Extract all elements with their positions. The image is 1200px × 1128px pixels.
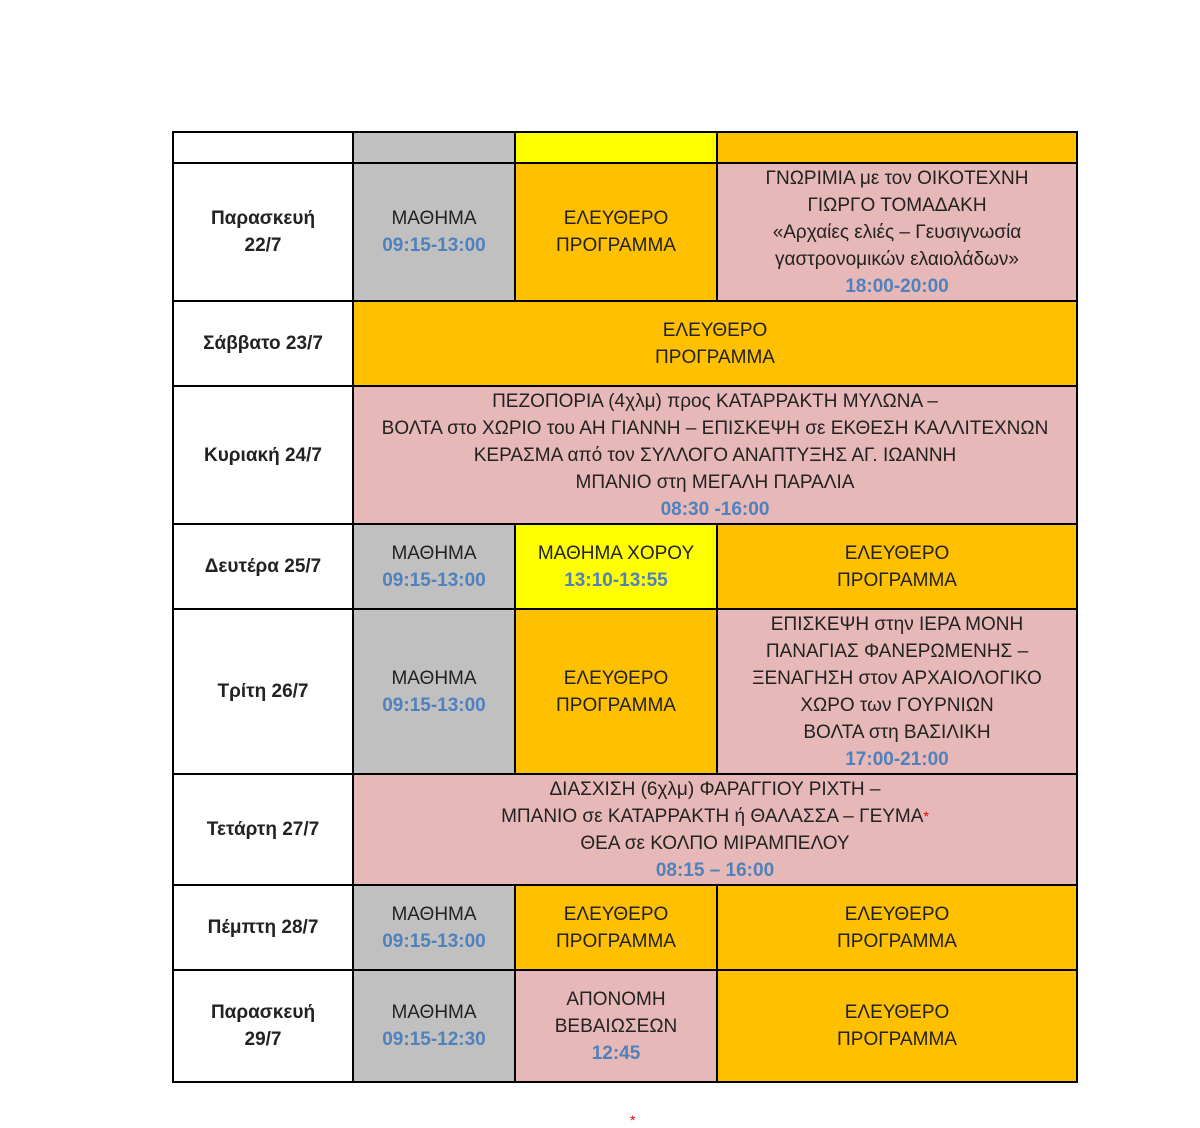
day-cell: Σάββατο 23/7 — [173, 301, 353, 386]
free-cell: ΕΛΕΥΘΕΡΟ ΠΡΟΓΡΑΜΜΑ — [353, 301, 1077, 386]
event-cell: ΠΕΖΟΠΟΡΙΑ (4χλμ) προς ΚΑΤΑΡΡΑΚΤΗ ΜΥΛΩΝΑ – ΒΟΛΤΑ στο ΧΩΡΙΟ του ΑΗ ΓΙΑΝΝΗ – ΕΠΙΣΚΕΨΗ σε ΕΚΘΕΣΗ ΚΑΛΛΙΤΕΧΝΩΝ ΚΕΡΑΣΜΑ από τον ΣΥΛΛΟΓΟ ΑΝΑΠΤΥΞΗΣ ΑΓ. ΙΩΑΝΝΗ ΜΠΑΝΙΟ στη ΜΕΓΑΛΗ ΠΑΡΑΛΙΑ 08:30 -16:00 — [353, 386, 1077, 524]
table-row — [173, 301, 1077, 386]
table-row — [173, 885, 1077, 970]
dance-cell: ΜΑΘΗΜΑ ΧΟΡΟΥ 13:10-13:55 — [515, 524, 717, 609]
table-row — [173, 609, 1077, 774]
day-cell: Πέμπτη 28/7 — [173, 885, 353, 970]
lesson-cell: ΜΑΘΗΜΑ 09:15-13:00 — [353, 163, 515, 301]
lesson-cell: ΜΑΘΗΜΑ 09:15-13:00 — [353, 524, 515, 609]
event-cell: ΕΠΙΣΚΕΨΗ στην ΙΕΡΑ ΜΟΝΗ ΠΑΝΑΓΙΑΣ ΦΑΝΕΡΩΜΕΝΗΣ – ΞΕΝΑΓΗΣΗ στον ΑΡΧΑΙΟΛΟΓΙΚΟ ΧΩΡΟ των ΓΟΥΡΝΙΩΝ ΒΟΛΤΑ στη ΒΑΣΙΛΙΚΗ 17:00-21:00 — [717, 609, 1077, 774]
day-cell: Παρασκευή 22/7 — [173, 163, 353, 301]
day-cell: Δευτέρα 25/7 — [173, 524, 353, 609]
lesson-cell: ΜΑΘΗΜΑ 09:15-12:30 — [353, 970, 515, 1082]
free-cell: ΕΛΕΥΘΕΡΟ ΠΡΟΓΡΑΜΜΑ — [515, 885, 717, 970]
table-row — [173, 970, 1077, 1082]
free-cell: ΕΛΕΥΘΕΡΟ ΠΡΟΓΡΑΜΜΑ — [515, 609, 717, 774]
free-cell: ΕΛΕΥΘΕΡΟ ΠΡΟΓΡΑΜΜΑ — [717, 970, 1077, 1082]
header-cell-afternoon — [717, 132, 1077, 163]
header-cell-day — [173, 132, 353, 163]
header-row — [173, 132, 1077, 163]
schedule-table — [172, 131, 1078, 1083]
day-cell: Τετάρτη 27/7 — [173, 774, 353, 885]
day-cell: Κυριακή 24/7 — [173, 386, 353, 524]
day-cell: Παρασκευή 29/7 — [173, 970, 353, 1082]
asterisk-mark: * — [923, 807, 929, 824]
free-cell: ΕΛΕΥΘΕΡΟ ΠΡΟΓΡΑΜΜΑ — [717, 524, 1077, 609]
header-cell-dance — [515, 132, 717, 163]
event-cell: ΔΙΑΣΧΙΣΗ (6χλμ) ΦΑΡΑΓΓΙΟΥ ΡΙΧΤΗ – ΜΠΑΝΙΟ σε ΚΑΤΑΡΡΑΚΤΗ ή ΘΑΛΑΣΣΑ – ΓΕΥΜΑ* ΘΕΑ σε ΚΟΛΠΟ ΜΙΡΑΜΠΕΛΟΥ 08:15 – 16:00 — [353, 774, 1077, 885]
lesson-cell: ΜΑΘΗΜΑ 09:15-13:00 — [353, 609, 515, 774]
header-cell-lesson — [353, 132, 515, 163]
footnote-asterisk: * — [630, 1112, 636, 1128]
lesson-cell: ΜΑΘΗΜΑ 09:15-13:00 — [353, 885, 515, 970]
table-row — [173, 774, 1077, 885]
event-cell: ΓΝΩΡΙΜΙΑ με τον ΟΙΚΟΤΕΧΝΗ ΓΙΩΡΓΟ ΤΟΜΑΔΑΚΗ «Αρχαίες ελιές – Γευσιγνωσία γαστρονομικών ελαιολάδων» 18:00-20:00 — [717, 163, 1077, 301]
free-cell: ΕΛΕΥΘΕΡΟ ΠΡΟΓΡΑΜΜΑ — [717, 885, 1077, 970]
table-row — [173, 163, 1077, 301]
day-cell: Τρίτη 26/7 — [173, 609, 353, 774]
free-cell: ΕΛΕΥΘΕΡΟ ΠΡΟΓΡΑΜΜΑ — [515, 163, 717, 301]
table-row — [173, 386, 1077, 524]
table-row — [173, 524, 1077, 609]
awards-cell: ΑΠΟΝΟΜΗ ΒΕΒΑΙΩΣΕΩΝ 12:45 — [515, 970, 717, 1082]
